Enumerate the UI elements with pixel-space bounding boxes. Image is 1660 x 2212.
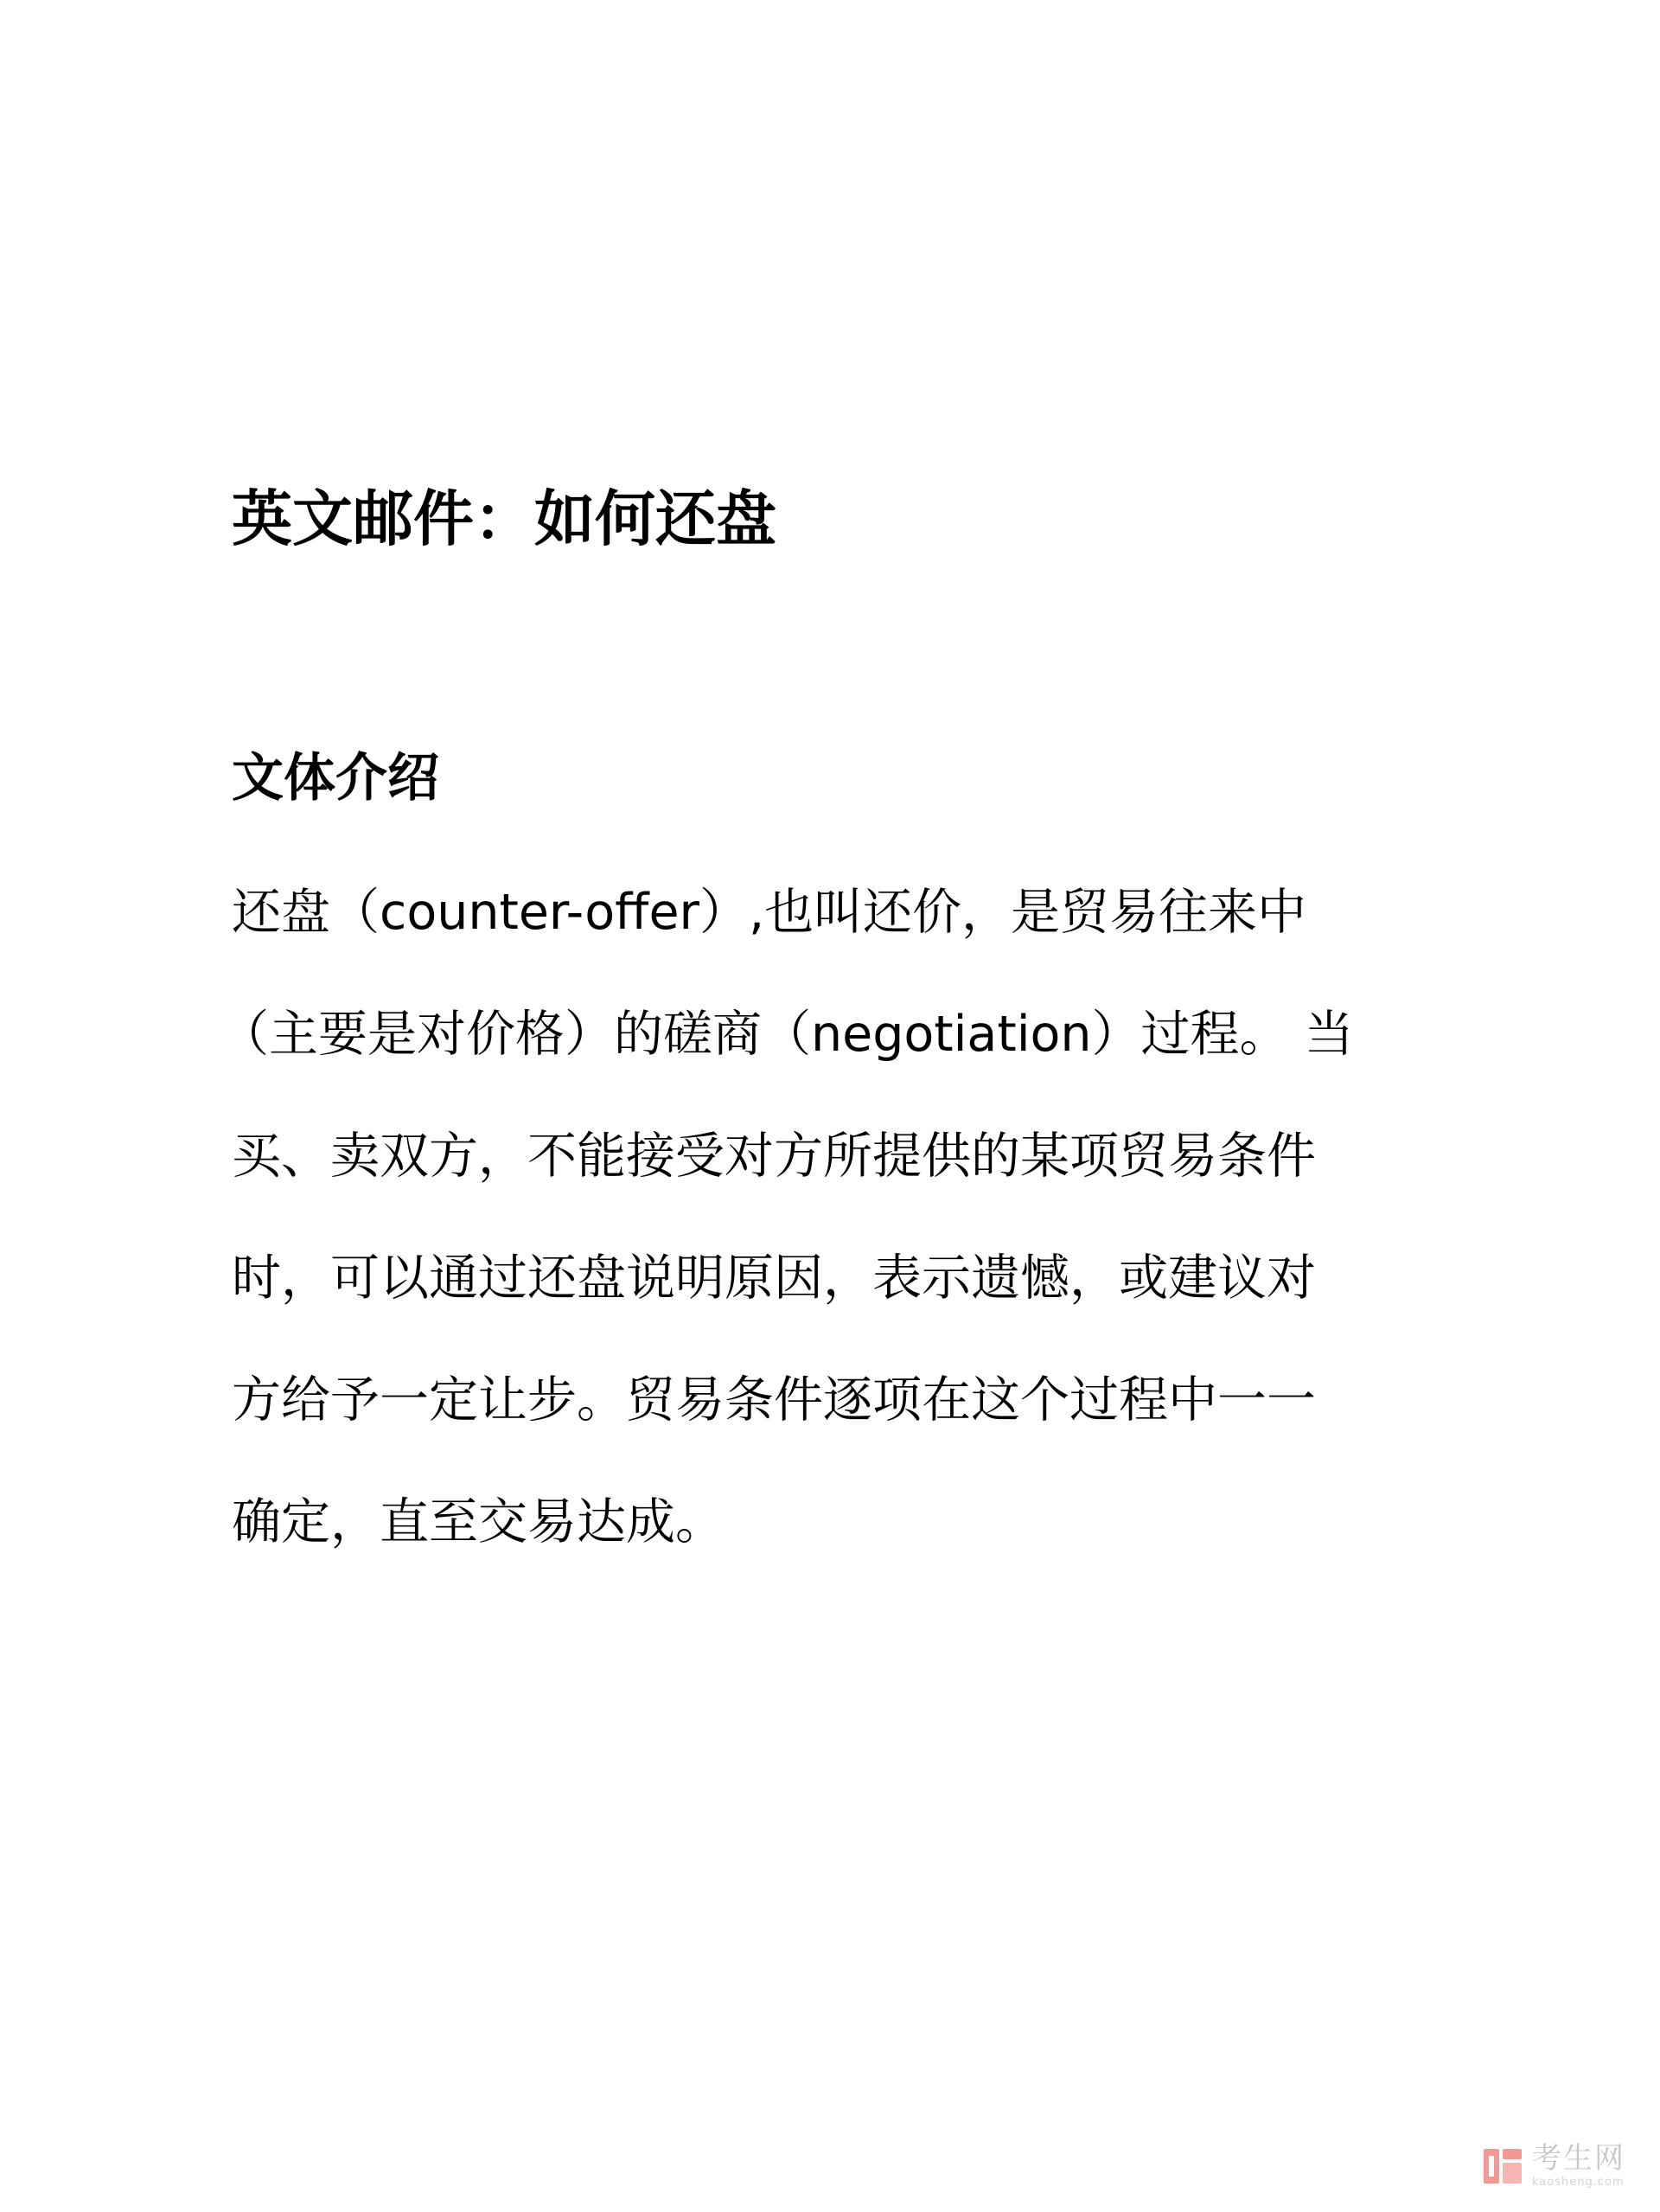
watermark: [1482, 2141, 1625, 2189]
watermark-url: kaosheng.com: [1532, 2176, 1625, 2189]
section-heading: 文体介绍: [232, 748, 439, 809]
watermark-text: [1532, 2141, 1625, 2189]
kaosheng-logo-icon: [1482, 2145, 1523, 2187]
body-line: 方给予一定让步。贸易条件逐项在这个过程中一一: [232, 1371, 1316, 1429]
page-title: 英文邮件：如何还盘: [232, 483, 776, 554]
body-line: 买、卖双方，不能接受对方所提供的某项贸易条件: [232, 1128, 1316, 1185]
body-line: 还盘（counter-offer）,也叫还价，是贸易往来中: [232, 884, 1307, 941]
body-line: 时，可以通过还盘说明原因，表示遗憾，或建议对: [232, 1250, 1316, 1307]
body-line: 确定，直至交易达成。: [232, 1493, 725, 1550]
watermark-name: 考生网: [1532, 2141, 1625, 2176]
body-paragraph: [220, 852, 1494, 1583]
body-line: （主要是对价格）的磋商（negotiation）过程。 当: [220, 1006, 1354, 1063]
